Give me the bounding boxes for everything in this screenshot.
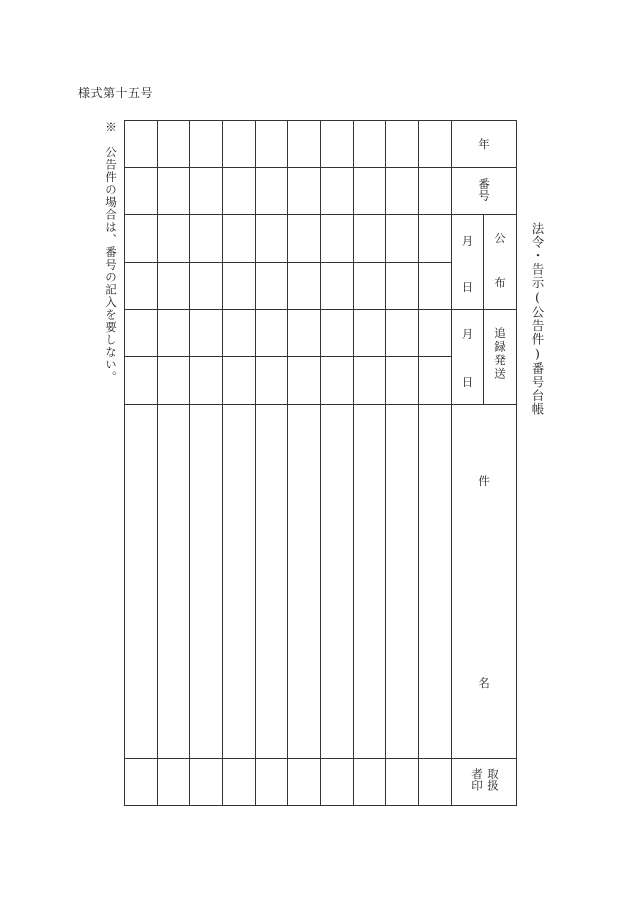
header-day-tsuiroku: 日 (461, 375, 474, 389)
form-number: 様式第十五号 (78, 86, 154, 100)
header-kofu: 公布 (493, 232, 507, 321)
header-number: 番号 (477, 178, 491, 201)
header-month-tsuiroku: 月 (461, 327, 474, 341)
header-subject-bottom: 名 (478, 676, 490, 690)
ledger-title: 法令・告示(公告件)番号台帳 (530, 222, 545, 416)
header-handler-top: 取扱 (486, 768, 500, 791)
header-handler-bottom: 者印 (470, 768, 484, 791)
header-tsuiroku: 追録発送 (493, 327, 507, 381)
header-year: 年 (478, 137, 490, 151)
note-text: ※ 公告件の場合は、番号の記入を要しない。 (104, 121, 118, 384)
header-month-kofu: 月 (461, 234, 474, 248)
header-day-kofu: 日 (461, 280, 474, 294)
header-subject-top: 件 (478, 474, 490, 488)
